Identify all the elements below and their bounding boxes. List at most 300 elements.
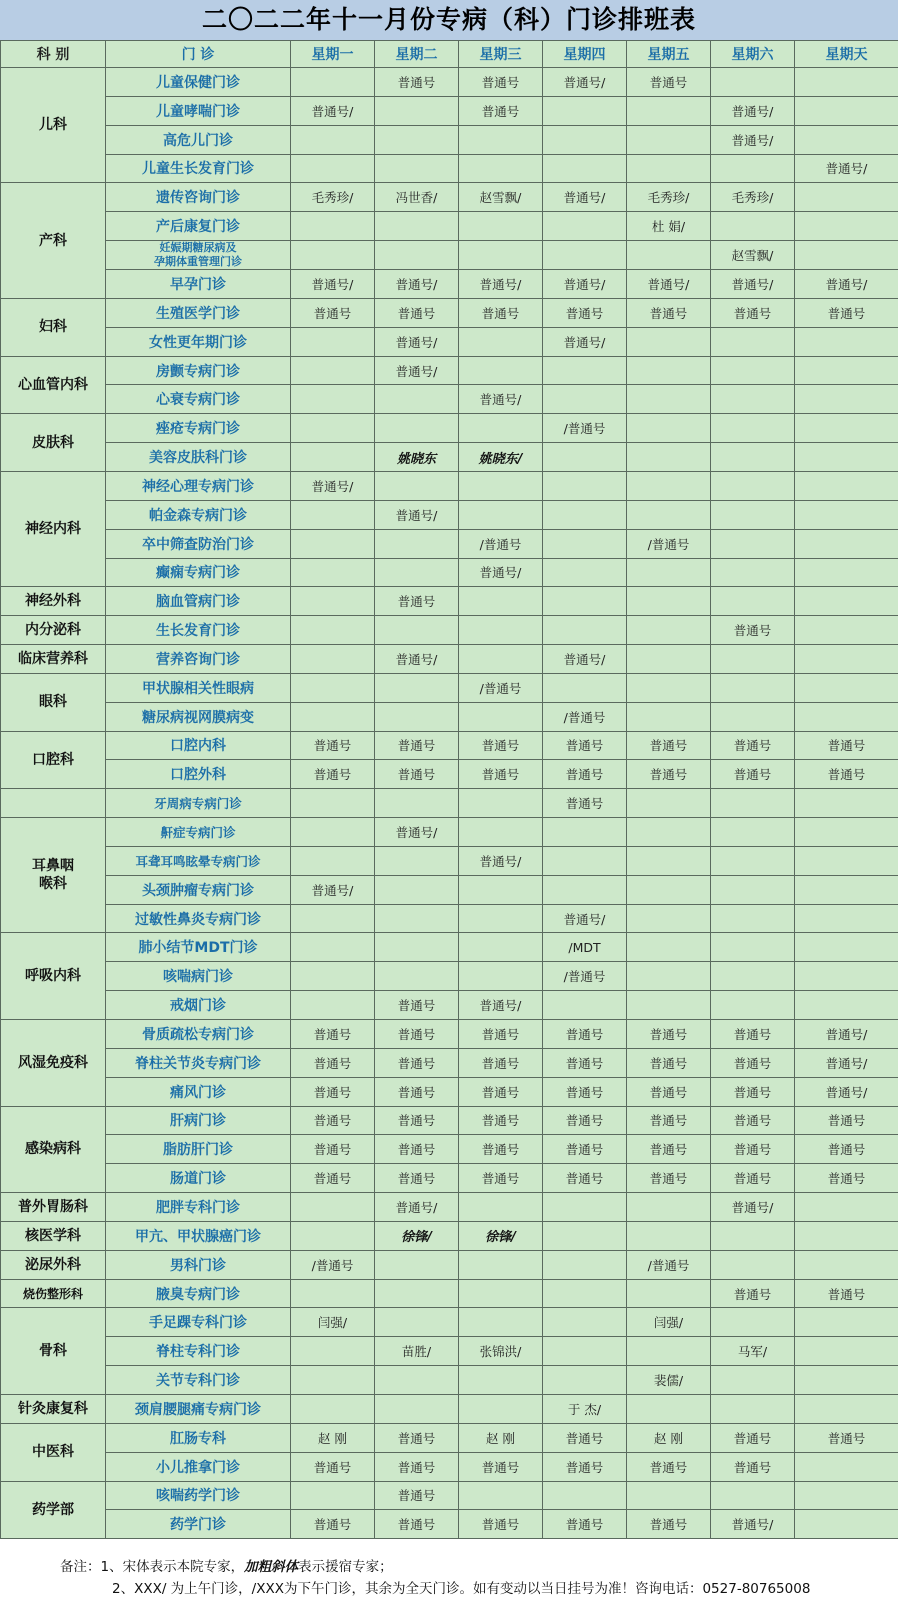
schedule-cell-day-5	[627, 673, 711, 702]
schedule-cell-day-2	[375, 789, 459, 818]
schedule-cell-day-5: 普通号	[627, 1077, 711, 1106]
clinic-name-cell: 口腔内科	[106, 731, 291, 760]
schedule-cell-day-2: 普通号	[375, 587, 459, 616]
schedule-cell-day-1	[291, 212, 375, 241]
schedule-cell-day-2: 普通号/	[375, 1193, 459, 1222]
schedule-cell-day-6	[711, 789, 795, 818]
note-bold-italic: 加粗斜体	[244, 1559, 299, 1575]
table-row	[1, 645, 898, 674]
schedule-cell-day-1: 普通号/	[291, 96, 375, 125]
schedule-cell-day-1	[291, 962, 375, 991]
schedule-cell-day-4	[543, 1366, 627, 1395]
schedule-cell-day-1: 普通号	[291, 1164, 375, 1193]
department-cell: 临床营养科	[1, 645, 106, 674]
header-day-7: 星期天	[795, 41, 898, 68]
schedule-cell-day-5: 闫强/	[627, 1308, 711, 1337]
schedule-cell-day-4: /MDT	[543, 933, 627, 962]
schedule-cell-day-2: 普通号	[375, 1106, 459, 1135]
department-cell: 呼吸内科	[1, 933, 106, 1020]
table-row	[1, 818, 898, 847]
schedule-cell-day-2: 普通号	[375, 731, 459, 760]
schedule-cell-day-6: 马军/	[711, 1337, 795, 1366]
clinic-name-cell: 小儿推拿门诊	[106, 1452, 291, 1481]
schedule-cell-day-3	[459, 1308, 543, 1337]
schedule-cell-day-1	[291, 933, 375, 962]
schedule-cell-day-5	[627, 645, 711, 674]
schedule-cell-day-2: 苗胜/	[375, 1337, 459, 1366]
header-department: 科 别	[1, 41, 106, 68]
schedule-cell-day-2	[375, 933, 459, 962]
table-row	[1, 1250, 898, 1279]
clinic-name-cell: 帕金森专病门诊	[106, 500, 291, 529]
schedule-cell-day-6: 普通号	[711, 760, 795, 789]
table-row	[1, 1452, 898, 1481]
table-row	[1, 96, 898, 125]
schedule-cell-day-5	[627, 471, 711, 500]
schedule-cell-day-7	[795, 1510, 898, 1539]
table-row	[1, 1394, 898, 1423]
schedule-cell-day-4: /普通号	[543, 414, 627, 443]
schedule-cell-day-2: 普通号	[375, 991, 459, 1020]
schedule-cell-day-4: 普通号	[543, 1020, 627, 1049]
department-cell: 泌尿外科	[1, 1250, 106, 1279]
schedule-cell-day-7	[795, 875, 898, 904]
schedule-cell-day-7	[795, 1221, 898, 1250]
schedule-cell-day-2	[375, 1279, 459, 1308]
clinic-name-cell: 癫痫专病门诊	[106, 558, 291, 587]
schedule-cell-day-6	[711, 327, 795, 356]
schedule-cell-day-5: 普通号	[627, 760, 711, 789]
schedule-cell-day-4	[543, 1308, 627, 1337]
clinic-name-cell: 头颈肿瘤专病门诊	[106, 875, 291, 904]
schedule-cell-day-1: 普通号	[291, 1106, 375, 1135]
schedule-cell-day-7	[795, 212, 898, 241]
schedule-cell-day-6: 普通号	[711, 1279, 795, 1308]
schedule-cell-day-6	[711, 962, 795, 991]
clinic-name-cell: 肠道门诊	[106, 1164, 291, 1193]
schedule-cell-day-7	[795, 616, 898, 645]
schedule-sheet	[0, 40, 898, 1550]
clinic-name-cell: 房颤专病门诊	[106, 356, 291, 385]
table-row	[1, 1164, 898, 1193]
schedule-cell-day-6	[711, 385, 795, 414]
schedule-cell-day-7	[795, 1366, 898, 1395]
schedule-cell-day-1	[291, 356, 375, 385]
schedule-cell-day-1	[291, 443, 375, 472]
schedule-cell-day-5	[627, 96, 711, 125]
schedule-cell-day-5	[627, 443, 711, 472]
table-row	[1, 1423, 898, 1452]
table-row	[1, 558, 898, 587]
schedule-cell-day-3	[459, 1394, 543, 1423]
schedule-cell-day-7	[795, 991, 898, 1020]
schedule-cell-day-2	[375, 846, 459, 875]
schedule-cell-day-3	[459, 904, 543, 933]
clinic-name-cell: 痤疮专病门诊	[106, 414, 291, 443]
clinic-name-cell: 脊柱专科门诊	[106, 1337, 291, 1366]
department-cell: 耳鼻咽 喉科	[1, 818, 106, 933]
schedule-cell-day-6	[711, 818, 795, 847]
table-row	[1, 385, 898, 414]
schedule-cell-day-5: 普通号	[627, 1048, 711, 1077]
schedule-cell-day-3: 普通号	[459, 731, 543, 760]
table-row	[1, 1106, 898, 1135]
schedule-cell-day-1	[291, 558, 375, 587]
schedule-cell-day-7	[795, 818, 898, 847]
department-cell: 感染病科	[1, 1106, 106, 1193]
schedule-cell-day-4: 普通号	[543, 1106, 627, 1135]
schedule-cell-day-1	[291, 1366, 375, 1395]
schedule-cell-day-7: 普通号	[795, 1279, 898, 1308]
schedule-cell-day-2: 普通号	[375, 1452, 459, 1481]
schedule-cell-day-2: 普通号	[375, 760, 459, 789]
clinic-name-cell: 早孕门诊	[106, 270, 291, 299]
schedule-cell-day-2: 普通号/	[375, 500, 459, 529]
clinic-name-cell: 戒烟门诊	[106, 991, 291, 1020]
schedule-cell-day-5: 普通号	[627, 1020, 711, 1049]
schedule-cell-day-1: 普通号	[291, 1452, 375, 1481]
schedule-cell-day-6	[711, 414, 795, 443]
schedule-cell-day-2	[375, 702, 459, 731]
schedule-cell-day-3	[459, 1193, 543, 1222]
schedule-cell-day-4: 普通号/	[543, 645, 627, 674]
schedule-cell-day-2: 普通号	[375, 1423, 459, 1452]
schedule-cell-day-4	[543, 471, 627, 500]
schedule-cell-day-6	[711, 933, 795, 962]
department-cell: 心血管内科	[1, 356, 106, 414]
table-row	[1, 529, 898, 558]
schedule-cell-day-3: 普通号/	[459, 558, 543, 587]
schedule-cell-day-4: 普通号/	[543, 904, 627, 933]
table-row	[1, 471, 898, 500]
schedule-cell-day-4	[543, 846, 627, 875]
schedule-cell-day-6	[711, 702, 795, 731]
department-cell: 药学部	[1, 1481, 106, 1539]
clinic-name-cell: 过敏性鼻炎专病门诊	[106, 904, 291, 933]
schedule-cell-day-5	[627, 991, 711, 1020]
schedule-cell-day-7	[795, 125, 898, 154]
schedule-cell-day-1: 普通号/	[291, 471, 375, 500]
note-label: 备注：	[60, 1559, 101, 1575]
schedule-cell-day-3: 普通号/	[459, 846, 543, 875]
schedule-cell-day-5	[627, 125, 711, 154]
schedule-cell-day-4: /普通号	[543, 702, 627, 731]
note-text-1c: 表示援宿专家；	[298, 1559, 393, 1575]
clinic-name-cell: 鼾症专病门诊	[106, 818, 291, 847]
schedule-cell-day-5	[627, 962, 711, 991]
schedule-cell-day-4	[543, 1193, 627, 1222]
schedule-cell-day-1: 普通号	[291, 1135, 375, 1164]
clinic-name-cell: 产后康复门诊	[106, 212, 291, 241]
schedule-cell-day-5: 普通号/	[627, 270, 711, 299]
schedule-cell-day-2	[375, 875, 459, 904]
schedule-cell-day-4	[543, 500, 627, 529]
clinic-name-cell: 儿童保健门诊	[106, 68, 291, 97]
schedule-cell-day-2: 普通号	[375, 1020, 459, 1049]
department-cell: 眼科	[1, 673, 106, 731]
schedule-cell-day-1	[291, 414, 375, 443]
schedule-cell-day-2	[375, 385, 459, 414]
schedule-cell-day-5	[627, 904, 711, 933]
note-line-2: 2、XXX/ 为上午门诊，/XXX为下午门诊，其余为全天门诊。如有变动以当日挂号为准！咨询电话：0527-80765008	[112, 1581, 811, 1597]
clinic-name-cell: 腋臭专病门诊	[106, 1279, 291, 1308]
schedule-cell-day-4: 普通号/	[543, 68, 627, 97]
schedule-cell-day-4	[543, 673, 627, 702]
header-day-4: 星期四	[543, 41, 627, 68]
schedule-cell-day-3: 徐锋/	[459, 1221, 543, 1250]
schedule-table	[0, 40, 898, 1539]
clinic-name-cell: 女性更年期门诊	[106, 327, 291, 356]
clinic-name-cell: 心衰专病门诊	[106, 385, 291, 414]
schedule-cell-day-4	[543, 587, 627, 616]
department-cell: 核医学科	[1, 1221, 106, 1250]
table-row	[1, 298, 898, 327]
schedule-cell-day-3: 普通号	[459, 1048, 543, 1077]
department-cell: 普外胃肠科	[1, 1193, 106, 1222]
clinic-name-cell: 牙周病专病门诊	[106, 789, 291, 818]
schedule-cell-day-4: 普通号	[543, 1135, 627, 1164]
schedule-cell-day-4	[543, 443, 627, 472]
schedule-cell-day-4	[543, 818, 627, 847]
schedule-cell-day-6: 普通号/	[711, 270, 795, 299]
schedule-cell-day-2: 普通号/	[375, 645, 459, 674]
schedule-cell-day-7: 普通号	[795, 760, 898, 789]
schedule-cell-day-6	[711, 1366, 795, 1395]
table-row	[1, 846, 898, 875]
clinic-name-cell: 痛风门诊	[106, 1077, 291, 1106]
schedule-cell-day-4	[543, 1279, 627, 1308]
clinic-name-cell: 肛肠专科	[106, 1423, 291, 1452]
schedule-cell-day-1: 闫强/	[291, 1308, 375, 1337]
schedule-cell-day-7	[795, 414, 898, 443]
schedule-cell-day-4	[543, 356, 627, 385]
schedule-cell-day-3	[459, 241, 543, 270]
schedule-cell-day-7	[795, 962, 898, 991]
schedule-cell-day-1	[291, 645, 375, 674]
schedule-cell-day-5: 普通号	[627, 731, 711, 760]
schedule-cell-day-2	[375, 96, 459, 125]
schedule-cell-day-6	[711, 587, 795, 616]
department-cell: 口腔科	[1, 731, 106, 789]
schedule-cell-day-3	[459, 587, 543, 616]
table-row	[1, 500, 898, 529]
schedule-cell-day-5: 普通号	[627, 1135, 711, 1164]
schedule-cell-day-3	[459, 327, 543, 356]
schedule-cell-day-4	[543, 385, 627, 414]
table-row	[1, 1308, 898, 1337]
schedule-cell-day-2: 姚晓东	[375, 443, 459, 472]
schedule-cell-day-6	[711, 1481, 795, 1510]
schedule-cell-day-1	[291, 125, 375, 154]
schedule-cell-day-6	[711, 356, 795, 385]
schedule-cell-day-6: 普通号/	[711, 125, 795, 154]
schedule-cell-day-1	[291, 241, 375, 270]
schedule-cell-day-5	[627, 933, 711, 962]
schedule-cell-day-5	[627, 241, 711, 270]
table-row	[1, 443, 898, 472]
schedule-cell-day-7	[795, 529, 898, 558]
department-cell: 风湿免疫科	[1, 1020, 106, 1107]
schedule-cell-day-7	[795, 904, 898, 933]
clinic-name-cell: 美容皮肤科门诊	[106, 443, 291, 472]
schedule-cell-day-5: 普通号	[627, 1510, 711, 1539]
schedule-cell-day-5	[627, 818, 711, 847]
schedule-cell-day-3: /普通号	[459, 673, 543, 702]
table-row	[1, 1193, 898, 1222]
schedule-cell-day-3	[459, 1250, 543, 1279]
schedule-cell-day-7: 普通号/	[795, 1048, 898, 1077]
schedule-cell-day-6	[711, 1250, 795, 1279]
schedule-cell-day-1	[291, 500, 375, 529]
table-row	[1, 154, 898, 183]
schedule-cell-day-3	[459, 818, 543, 847]
clinic-name-cell: 手足踝专科门诊	[106, 1308, 291, 1337]
table-row	[1, 702, 898, 731]
schedule-cell-day-2	[375, 154, 459, 183]
schedule-cell-day-4	[543, 125, 627, 154]
schedule-cell-day-7	[795, 1193, 898, 1222]
clinic-name-cell: 遗传咨询门诊	[106, 183, 291, 212]
schedule-cell-day-6: 普通号	[711, 1048, 795, 1077]
schedule-cell-day-1	[291, 789, 375, 818]
clinic-name-cell: 咳喘药学门诊	[106, 1481, 291, 1510]
schedule-cell-day-6	[711, 904, 795, 933]
schedule-cell-day-2	[375, 212, 459, 241]
schedule-cell-day-5: /普通号	[627, 1250, 711, 1279]
schedule-cell-day-1	[291, 327, 375, 356]
schedule-cell-day-3	[459, 125, 543, 154]
clinic-name-cell: 口腔外科	[106, 760, 291, 789]
schedule-cell-day-4: 普通号	[543, 1048, 627, 1077]
table-row	[1, 933, 898, 962]
schedule-cell-day-2	[375, 125, 459, 154]
schedule-cell-day-3: 普通号	[459, 298, 543, 327]
schedule-cell-day-5	[627, 327, 711, 356]
schedule-cell-day-5	[627, 1481, 711, 1510]
schedule-cell-day-2: 普通号	[375, 1510, 459, 1539]
schedule-cell-day-2	[375, 1394, 459, 1423]
clinic-name-cell: 咳喘病门诊	[106, 962, 291, 991]
schedule-cell-day-3: 普通号	[459, 1452, 543, 1481]
schedule-cell-day-4	[543, 616, 627, 645]
schedule-cell-day-1	[291, 818, 375, 847]
schedule-cell-day-4	[543, 1221, 627, 1250]
schedule-cell-day-3	[459, 616, 543, 645]
table-row	[1, 356, 898, 385]
schedule-cell-day-6: 赵雪飘/	[711, 241, 795, 270]
schedule-cell-day-7	[795, 443, 898, 472]
schedule-cell-day-6: 普通号	[711, 731, 795, 760]
clinic-name-cell: 甲状腺相关性眼病	[106, 673, 291, 702]
schedule-cell-day-1	[291, 673, 375, 702]
schedule-cell-day-7: 普通号	[795, 1135, 898, 1164]
schedule-cell-day-2	[375, 414, 459, 443]
header-day-2: 星期二	[375, 41, 459, 68]
schedule-cell-day-7	[795, 1337, 898, 1366]
schedule-cell-day-6: 普通号	[711, 1423, 795, 1452]
schedule-cell-day-3: 普通号	[459, 68, 543, 97]
schedule-cell-day-2	[375, 558, 459, 587]
table-row	[1, 125, 898, 154]
schedule-cell-day-5: 普通号	[627, 1452, 711, 1481]
schedule-cell-day-3	[459, 645, 543, 674]
schedule-cell-day-1	[291, 1193, 375, 1222]
schedule-cell-day-7	[795, 241, 898, 270]
schedule-cell-day-5: 普通号	[627, 68, 711, 97]
schedule-cell-day-1	[291, 68, 375, 97]
schedule-cell-day-4: 普通号	[543, 298, 627, 327]
schedule-cell-day-2: 普通号	[375, 1164, 459, 1193]
schedule-cell-day-1	[291, 587, 375, 616]
department-cell	[1, 789, 106, 818]
schedule-cell-day-1	[291, 385, 375, 414]
schedule-cell-day-2	[375, 1250, 459, 1279]
table-row	[1, 904, 898, 933]
schedule-cell-day-2: 普通号	[375, 1481, 459, 1510]
schedule-cell-day-4	[543, 558, 627, 587]
schedule-cell-day-7: 普通号	[795, 1106, 898, 1135]
clinic-name-cell: 关节专科门诊	[106, 1366, 291, 1395]
clinic-name-cell: 神经心理专病门诊	[106, 471, 291, 500]
clinic-name-cell: 营养咨询门诊	[106, 645, 291, 674]
schedule-cell-day-1: 毛秀珍/	[291, 183, 375, 212]
table-row	[1, 1337, 898, 1366]
schedule-cell-day-4	[543, 875, 627, 904]
clinic-name-cell: 甲亢、甲状腺癌门诊	[106, 1221, 291, 1250]
schedule-cell-day-3	[459, 1481, 543, 1510]
schedule-cell-day-5	[627, 1193, 711, 1222]
schedule-cell-day-5: 毛秀珍/	[627, 183, 711, 212]
schedule-cell-day-6	[711, 1308, 795, 1337]
schedule-cell-day-6: 普通号	[711, 616, 795, 645]
schedule-cell-day-6	[711, 1221, 795, 1250]
schedule-cell-day-2: 普通号	[375, 298, 459, 327]
schedule-cell-day-6	[711, 212, 795, 241]
schedule-cell-day-6: 普通号	[711, 1077, 795, 1106]
clinic-name-cell: 脑血管病门诊	[106, 587, 291, 616]
schedule-cell-day-2: 冯世香/	[375, 183, 459, 212]
table-row	[1, 991, 898, 1020]
schedule-cell-day-2	[375, 673, 459, 702]
clinic-name-cell: 儿童哮喘门诊	[106, 96, 291, 125]
schedule-cell-day-1	[291, 991, 375, 1020]
schedule-cell-day-3: /普通号	[459, 529, 543, 558]
schedule-cell-day-3	[459, 962, 543, 991]
schedule-cell-day-4: 普通号	[543, 789, 627, 818]
schedule-cell-day-7	[795, 846, 898, 875]
note-line-1	[60, 1555, 393, 1575]
schedule-cell-day-3: 普通号/	[459, 385, 543, 414]
clinic-name-cell: 男科门诊	[106, 1250, 291, 1279]
schedule-cell-day-4: 普通号	[543, 1510, 627, 1539]
schedule-cell-day-3	[459, 414, 543, 443]
schedule-cell-day-1	[291, 904, 375, 933]
schedule-cell-day-7	[795, 587, 898, 616]
schedule-cell-day-4: 普通号/	[543, 327, 627, 356]
department-cell: 烧伤整形科	[1, 1279, 106, 1308]
schedule-cell-day-6: 普通号	[711, 1106, 795, 1135]
schedule-cell-day-5: 裴儒/	[627, 1366, 711, 1395]
schedule-cell-day-6: 普通号/	[711, 1193, 795, 1222]
schedule-cell-day-6	[711, 1394, 795, 1423]
table-row	[1, 1020, 898, 1049]
schedule-cell-day-1: /普通号	[291, 1250, 375, 1279]
header-row	[1, 41, 898, 68]
schedule-cell-day-4	[543, 212, 627, 241]
clinic-name-cell: 糖尿病视网膜病变	[106, 702, 291, 731]
table-row	[1, 212, 898, 241]
schedule-cell-day-4	[543, 96, 627, 125]
